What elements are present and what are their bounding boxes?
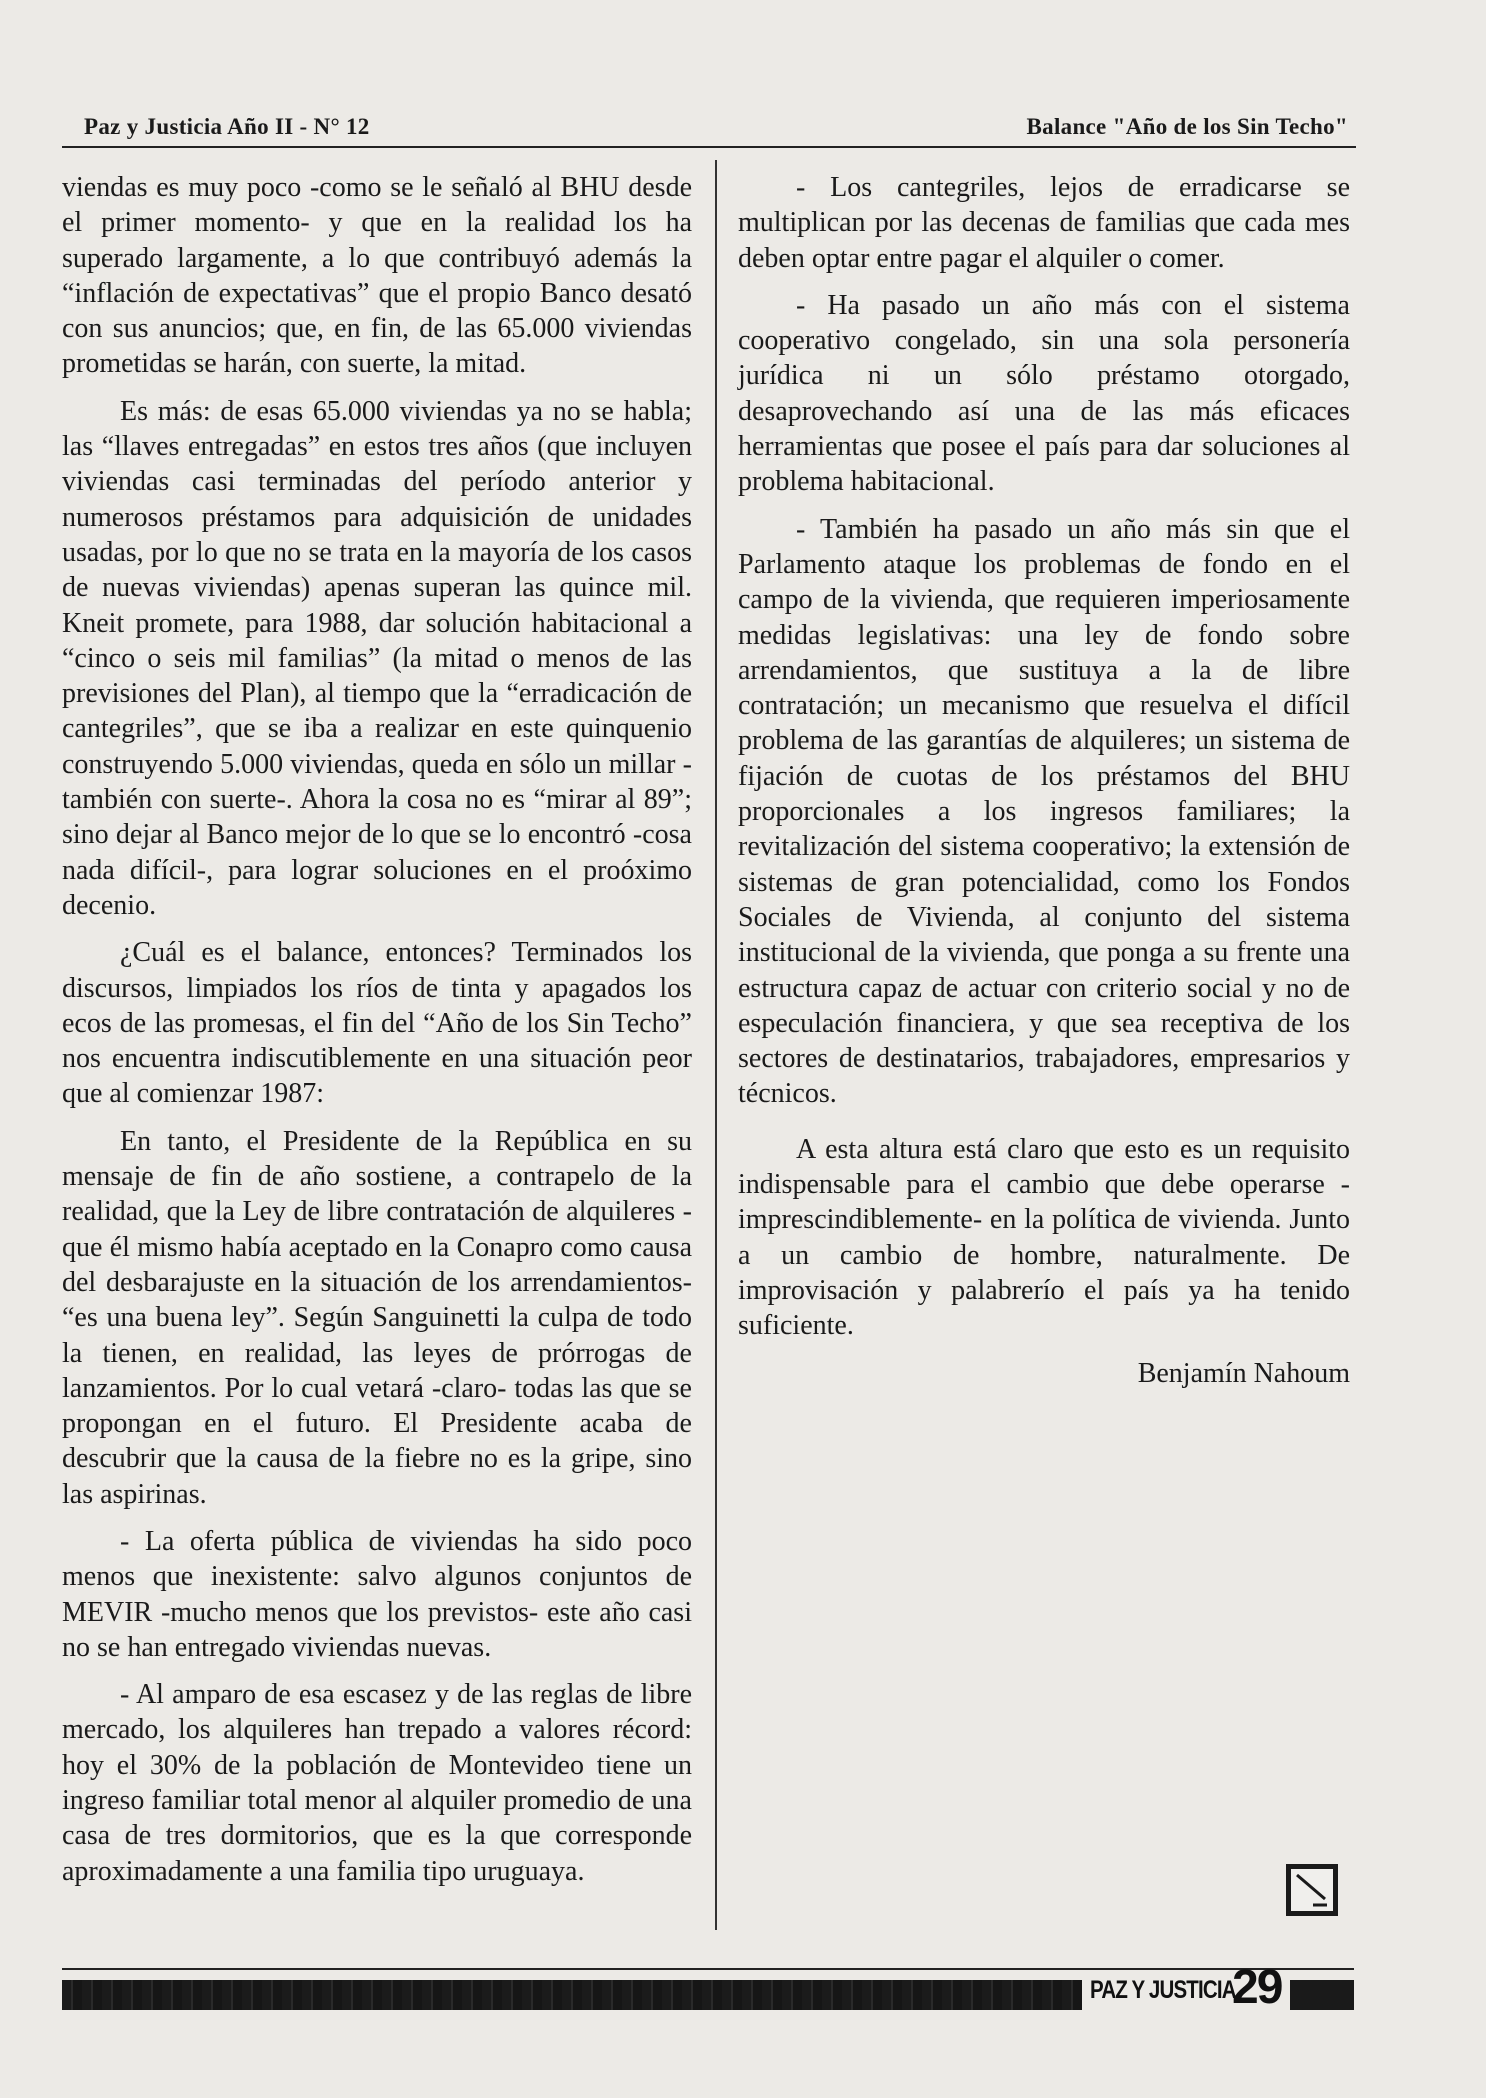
running-header-left: Paz y Justicia Año II - N° 12 [84,114,370,139]
paragraph: En tanto, el Presidente de la República en su mensaje de fin de año sostiene, a contrapelo de la realidad, que la Ley de libre contratación de alquileres -que él mismo había aceptado en la Conapro como causa del desbarajuste en la situación de los arrendamientos- “es una buena ley”. Según Sanguinetti la culpa de todo la tienen, en realidad, las leyes de prórrogas de lanzamientos. Por lo cual vetará -claro- todas las que se propongan en el futuro. El Presidente acaba de descubrir que la causa de la fiebre no es la gripe, sino las aspirinas. [62,1125,692,1510]
footer-bar-end [1290,1980,1354,2010]
paragraph: A esta altura está claro que esto es un requisito indispensable para el cambio que debe operarse -imprescindiblemente- en la política de vivienda. Junto a un cambio de hombre, naturalmente. De improvisación y palabrerío el país ya ha tenido suficiente. [738,1133,1350,1342]
running-header-right: Balance "Año de los Sin Techo" [1026,114,1348,139]
paragraph: Es más: de esas 65.000 viviendas ya no se habla; las “llaves entregadas” en estos tres años (que incluyen viviendas casi terminadas del período anterior y numerosos préstamos para adquisición de unidades usadas, por lo que no se trata en la mayoría de los casos de nuevas viviendas) apenas superan las quince mil. Kneit promete, para 1988, dar solución habitacional a “cinco o seis mil familias” (la mitad o menos de las previsiones del Plan), al tiempo que la “erradicación de cantegriles”, que se iba a realizar en este quinquenio construyendo 5.000 viviendas, queda en sólo un millar -también con suerte-. Ahora la cosa no es “mirar al 89”; sino dejar al Banco mejor de lo que se lo encontró -cosa nada difícil-, para lograr soluciones en el proóximo decenio. [62,395,692,921]
footer-bar [62,1980,1082,2010]
paragraph: - Los cantegriles, lejos de erradicarse se multiplican por las decenas de familias que cada mes deben optar entre pagar el alquiler o comer. [738,172,1350,274]
header-rule [62,146,1356,148]
paragraph: - Al amparo de esa escasez y de las reglas de libre mercado, los alquileres han trepado a valores récord: hoy el 30% de la población de Montevideo tiene un ingreso familiar total menor al alquiler promedio de una casa de tres dormitorios, que es la que corresponde aproximadamente a una familia tipo uruguaya. [62,1679,692,1887]
paragraph: ¿Cuál es el balance, entonces? Terminados los discursos, limpiados los ríos de tinta y apagados los ecos de las promesas, el fin del “Año de los Sin Techo” nos encuentra indiscutiblemente en una situación peor que al comienzar 1987: [62,937,692,1110]
page-number: 29 [1232,1961,1282,2014]
left-column [62,170,692,1901]
paragraph: - La oferta pública de viviendas ha sido poco menos que inexistente: salvo algunos conjuntos de MEVIR -mucho menos que los previstos- este año casi no se han entregado viviendas nuevas. [62,1525,692,1663]
column-divider [715,160,717,1930]
end-of-article-icon [1286,1864,1338,1916]
paragraph: viendas es muy poco -como se le señaló al BHU desde el primer momento- y que en la realidad los ha superado largamente, a lo que contribuyó además la “inflación de expectativas” que el propio Banco desató con sus anuncios; que, en fin, de las 65.000 viviendas prometidas se harán, con suerte, la mitad. [62,172,692,380]
paragraph: - Ha pasado un año más con el sistema cooperativo congelado, sin una sola personería jurídica ni un sólo préstamo otorgado, desaprovechando así una de las más eficaces herramientas que posee el país para dar soluciones al problema habitacional. [738,289,1350,498]
footer-magazine-name: PAZ Y JUSTICIA [1090,1976,1236,2004]
author-signature: Benjamín Nahoum [1137,1357,1350,1389]
footer-rule [62,1968,1354,1970]
end-mark-glyph [1291,1869,1333,1911]
paragraph: - También ha pasado un año más sin que el Parlamento ataque los problemas de fondo en el campo de la vivienda, que requieren imperiosamente medidas legislativas: una ley de fondo sobre arrendamientos, que sustituya a la de libre contratación; un mecanismo que resuelva el difícil problema de las garantías de alquileres; un sistema de fijación de cuotas de los préstamos del BHU proporcionales a los ingresos familiares; la revitalización del sistema cooperativo; la extensión de sistemas de gran potencialidad, como los Fondos Sociales de Vivienda, al conjunto del sistema institucional de la vivienda, que ponga a su frente una estructura capaz de actuar con criterio social y no de especulación financiera, y que sea receptiva de los sectores de destinatarios, trabajadores, empresarios y técnicos. [738,513,1350,1110]
right-column [738,170,1350,1391]
